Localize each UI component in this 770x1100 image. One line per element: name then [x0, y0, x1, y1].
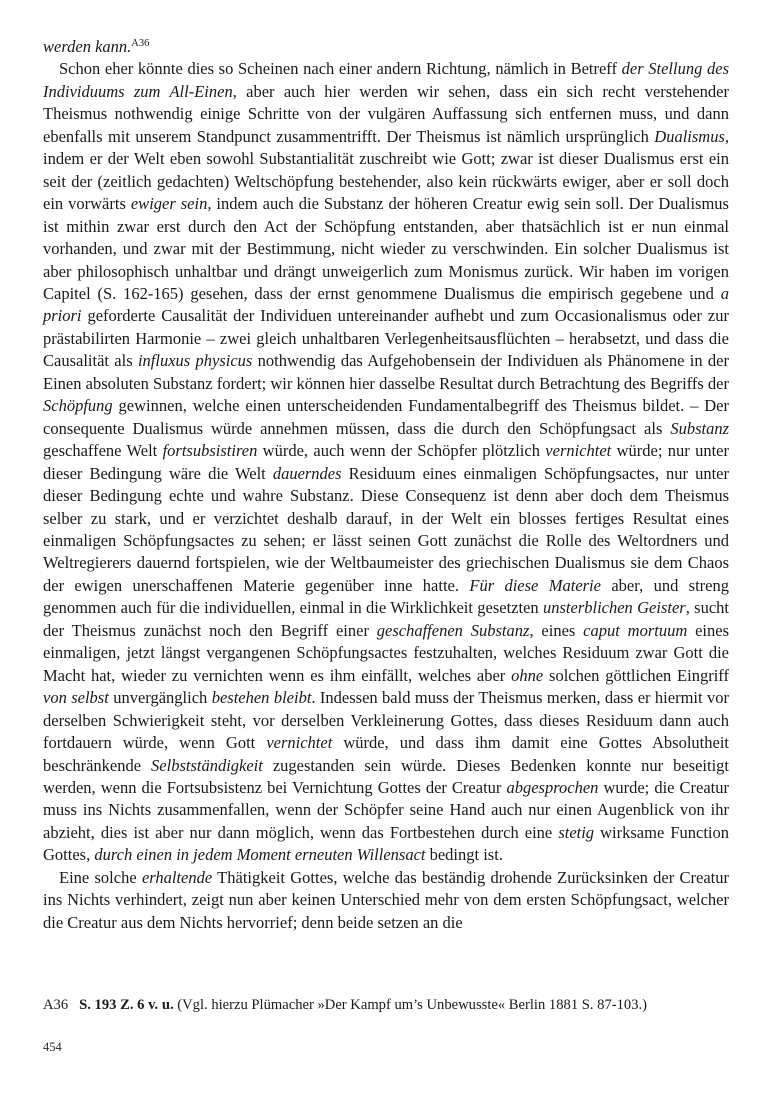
text-run: Eine solche: [59, 867, 142, 887]
footnote: [43, 996, 729, 1015]
text-run: bestehen bleibt: [211, 688, 312, 708]
text-run: . Indessen bald muss der Theismus merken, dass er hiermit vor derselben Schwierigkeit steht, vor derselben Verkleinerung Gottes, dass dieses Residuum dann auch fortdauern würde, wenn Gott: [43, 688, 729, 753]
text-run: zugestanden sein würde. Dieses Bedenken konnte nur beseitigt werden, wenn die Fortsubsistenz bei Vernichtung Gottes der Creatur: [43, 755, 729, 797]
text-run: würde, auch wenn der Schöpfer plötzlich: [257, 441, 546, 461]
text-run: Thätigkeit Gottes, welche das beständig drohende Zurücksinken der Creatur ins Nichts verhindert, zeigt nun aber keinen Unterschied mehr von dem ersten Schöpfungsact, welcher die Creatur aus dem Nichts hervorrief; denn beide setzen an die: [43, 867, 729, 932]
text-run: dauerndes: [272, 463, 342, 483]
text-run: der Stellung des Individuums zum All-Einen: [43, 59, 729, 101]
text-run: Residuum eines einmaligen Schöpfungsactes, nur unter dieser Bedingung echte und wahre Substanz. Diese Consequenz ist denn aber doch dem Theismus selber zu stark, und er verzichtet deshalb darauf, in der Welt ein blosses fertiges Resultat eines einmaligen Schöpfungsactes zu sehen; er lässt seinen Gott zunächst die Rolle des Weltordners und Weltregierers dauernd fortspielen, wie der Weltbaumeister des griechischen Dualismus sie dem Chaos der ewigen unerschaffenen Materie gegenüber inne hatte.: [43, 463, 729, 595]
text-run: würde; nur unter dieser Bedingung wäre die Welt: [43, 441, 729, 483]
text-run: Für diese Materie: [469, 575, 601, 595]
text-run: , eines: [529, 620, 584, 640]
text-run: unvergänglich: [108, 688, 212, 708]
text-run: ewiger sein: [130, 194, 208, 214]
text-run: eines einmaligen, jetzt längst vergangenen Schöpfungsactes festzuhalten, welches Residuum zwar Gott die Macht hat, wieder zu vernichten wenn es ihm einfällt, welches aber: [43, 620, 729, 685]
opening-line: [43, 36, 729, 58]
text-run: geschaffene Welt: [43, 441, 163, 461]
text-run: vernichtet: [266, 733, 333, 753]
text-run: geschaffenen Substanz: [376, 620, 530, 640]
body-text: [43, 36, 729, 934]
text-run: influxus physicus: [137, 351, 253, 371]
text-run: vernichtet: [545, 441, 612, 461]
text-run: stetig: [558, 822, 595, 842]
text-run: fortsubsistiren: [162, 441, 258, 461]
text-run: Dualismus: [654, 126, 725, 146]
text-run: bedingt ist.: [425, 845, 503, 865]
paragraph-2: [43, 867, 729, 934]
text-run: A36: [43, 997, 69, 1013]
text-run: Substanz: [670, 418, 729, 438]
text-run: unsterblichen Geister: [542, 598, 686, 618]
text-run: caput mortuum: [583, 620, 688, 640]
text-run: wurde; die Creatur muss ins Nichts zusammenfallen, wenn der Schöpfer seine Hand auch nur einen Augenblick von ihr abzieht, dies ist aber nur dann möglich, wenn das Fortbestehen durch eine: [43, 777, 729, 842]
text-run: , indem er der Welt eben sowohl Substantialität zuschreibt wie Gott; zwar ist dieser Dualismus erst ein seit der (zeitlich gedachten) Weltschöpfung bestehender, also kein rückwärts ewiger, aber er soll doch ein vorwärts: [43, 126, 729, 214]
text-run: würde, und dass ihm damit eine Gottes Absolutheit beschränkende: [43, 733, 729, 775]
text-run: A36: [131, 38, 150, 49]
text-run: gewinnen, welche einen unterscheidenden Fundamentalbegriff des Theismus bildet. – Der consequente Dualismus würde annehmen müssen, dass die durch den Schöpfungsact als: [43, 396, 729, 438]
text-run: durch einen in jedem Moment erneuten Willensact: [94, 845, 426, 865]
text-run: erhaltende: [141, 867, 213, 887]
text-run: geforderte Causalität der Individuen untereinander aufhebt und zum Occasionalismus oder zur prästabilirten Harmonie – zwei gleich unhaltbaren Verlegenheitsausflüchten – herabsetzt, und dass die Causalität als: [43, 306, 729, 371]
text-run: aber, und streng genommen auch für die individuellen, einmal in die Wirklichkeit gesetzten: [43, 575, 730, 618]
paragraph-1: [43, 58, 729, 866]
text-run: von selbst: [43, 688, 109, 708]
text-run: werden kann.: [43, 37, 132, 56]
text-run: solchen göttlichen Eingriff: [543, 665, 729, 685]
text-run: (Vgl. hierzu Plümacher »Der Kampf um’s Unbewusste« Berlin 1881 S. 87-103.): [173, 997, 648, 1013]
text-run: a priori: [43, 283, 729, 326]
text-run: Schöpfung: [43, 396, 113, 416]
text-run: S. 193 Z. 6 v. u.: [79, 997, 174, 1013]
text-run: , sucht der Theismus zunächst noch den Begriff einer: [43, 598, 729, 640]
text-run: , aber auch hier werden wir sehen, dass ein sich recht verstehender Theismus nothwendig einige Schritte von der vulgären Auffassung sich entfernen muss, und dann ebenfalls mit unserem Standpunct zusammentrifft. Der Theismus ist nämlich ursprünglich: [43, 81, 729, 146]
page-number: 454: [43, 1040, 62, 1054]
text-run: Schon eher könnte dies so Scheinen nach einer andern Richtung, nämlich in Betreff: [59, 59, 622, 79]
text-run: ohne: [511, 665, 544, 685]
text-run: Selbstständigkeit: [151, 755, 263, 775]
text-run: abgesprochen: [506, 777, 599, 797]
text-run: wirksame Function Gottes,: [43, 822, 729, 865]
text-run: , indem auch die Substanz der höheren Creatur ewig sein soll. Der Dualismus ist mithin zwar erst durch den Act der Schöpfung entstanden, aber thatsächlich ist er nun einmal vorhanden, und zwar mit der Bestimmung, nicht wieder zu verschwinden. Ein solcher Dualismus ist aber philosophisch unhaltbar und drängt unweigerlich zum Monismus zurück. Wir haben im vorigen Capitel (S. 162-165) gesehen, dass der ernst genommene Dualismus die empirisch gegebene und: [43, 194, 729, 303]
text-run: nothwendig das Aufgehobensein der Individuen als Phänomene in der Einen absoluten Substanz fordert; wir können hier dasselbe Resultat durch Betrachtung des Begriffs der: [43, 351, 729, 393]
